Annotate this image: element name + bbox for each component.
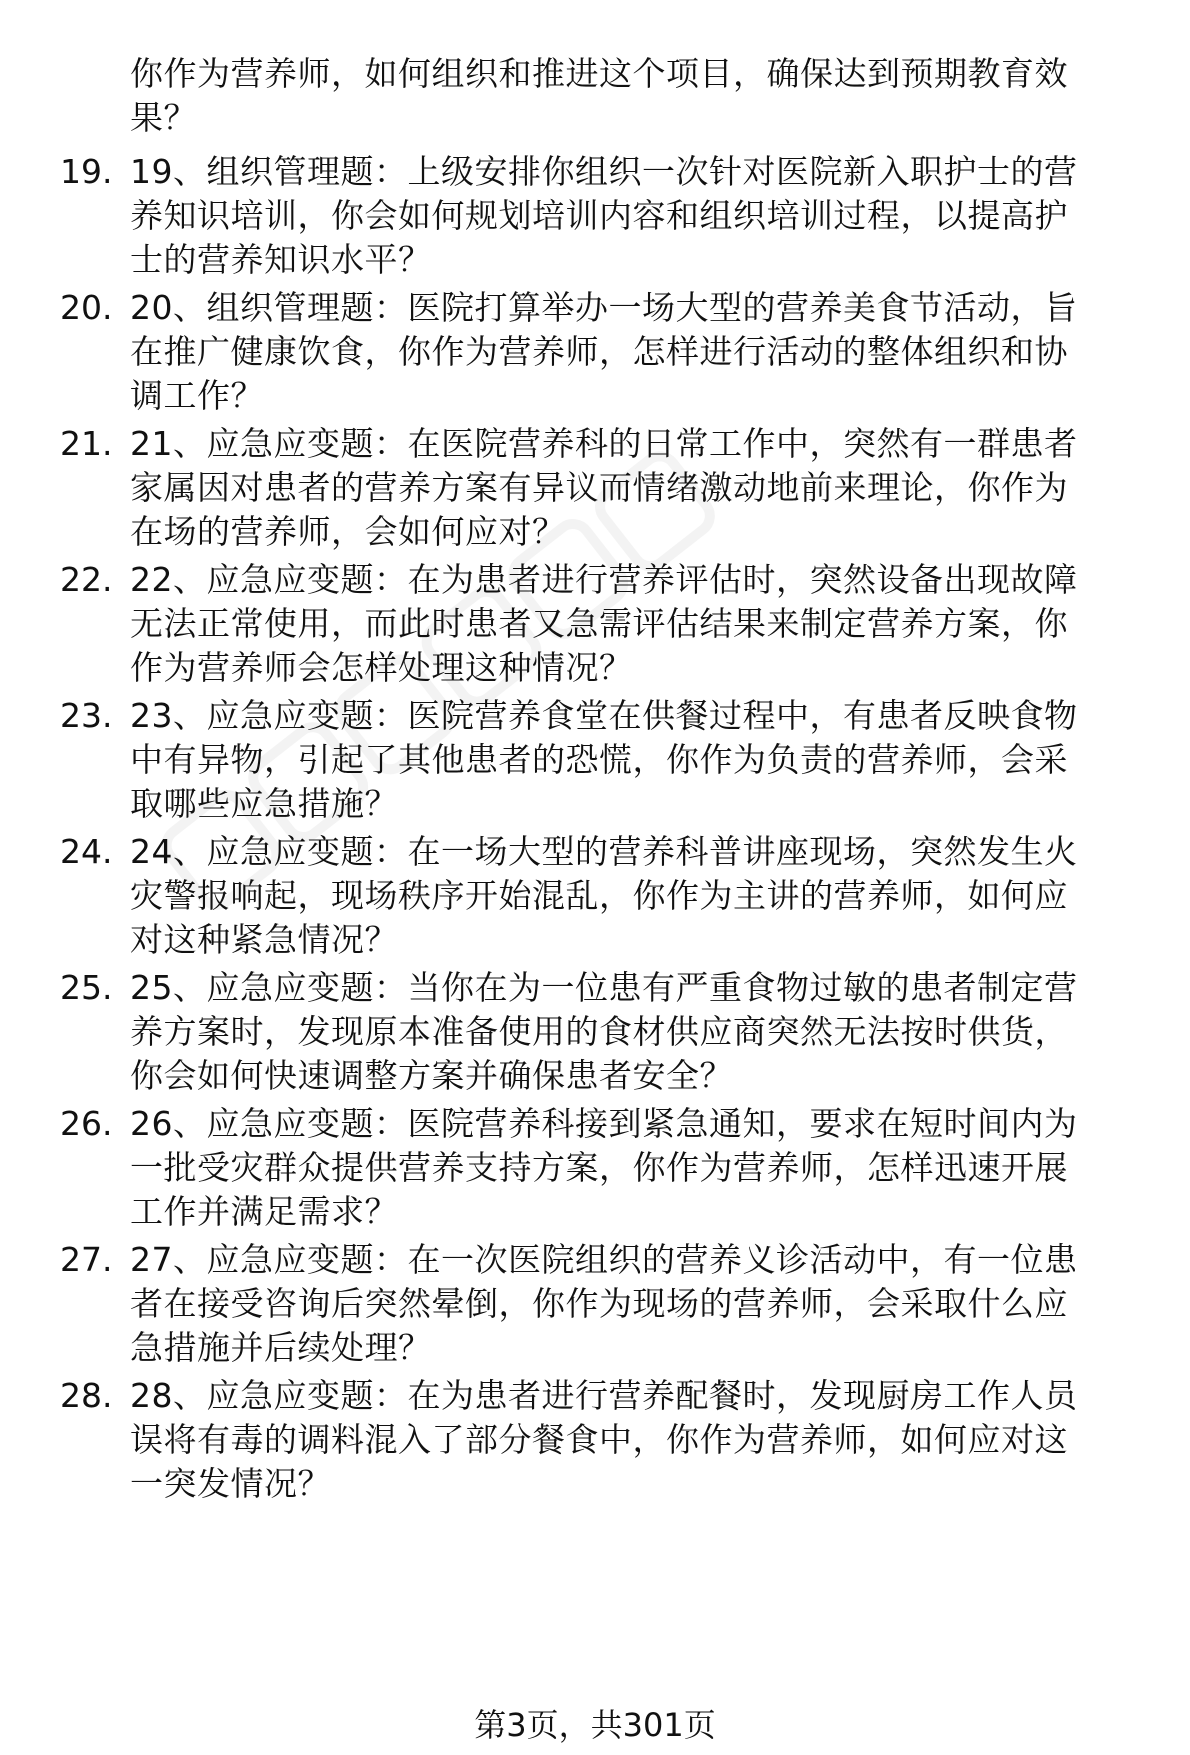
- question-text: 23、应急应变题：医院营养食堂在供餐过程中，有患者反映食物 中有异物，引起了其他患者的恐慌，你作为负责的营养师，会采 取哪些应急措施？: [130, 696, 1078, 823]
- question-item-21: [0, 422, 1190, 558]
- question-item-27: [0, 1238, 1190, 1374]
- question-item-19: [0, 150, 1190, 286]
- question-text: 27、应急应变题：在一次医院组织的营养义诊活动中，有一位患 者在接受咨询后突然晕倒，你作为现场的营养师，会采取什么应 急措施并后续处理？: [130, 1240, 1078, 1367]
- question-number: 28.: [60, 1376, 113, 1415]
- question-item-24: [0, 830, 1190, 966]
- question-number: 27.: [60, 1240, 113, 1279]
- question-text: 24、应急应变题：在一场大型的营养科普讲座现场，突然发生火 灾警报响起，现场秩序开始混乱，你作为主讲的营养师，如何应 对这种紧急情况？: [130, 832, 1078, 959]
- intro-paragraph: 你作为营养师，如何组织和推进这个项目，确保达到预期教育效 果？: [130, 54, 1068, 137]
- question-number: 21.: [60, 424, 113, 463]
- question-item-26: [0, 1102, 1190, 1238]
- question-number: 25.: [60, 968, 113, 1007]
- question-text: 19、组织管理题：上级安排你组织一次针对医院新入职护士的营 养知识培训，你会如何规划培训内容和组织培训过程，以提高护 士的营养知识水平？: [130, 152, 1078, 279]
- question-text: 28、应急应变题：在为患者进行营养配餐时，发现厨房工作人员 误将有毒的调料混入了部分餐食中，你作为营养师，如何应对这 一突发情况？: [130, 1376, 1078, 1503]
- question-item-20: [0, 286, 1190, 422]
- question-number: 22.: [60, 560, 113, 599]
- question-text: 21、应急应变题：在医院营养科的日常工作中，突然有一群患者 家属因对患者的营养方案有异议而情绪激动地前来理论，你作为 在场的营养师，会如何应对？: [130, 424, 1078, 551]
- question-number: 23.: [60, 696, 113, 735]
- question-text: 26、应急应变题：医院营养科接到紧急通知，要求在短时间内为 一批受灾群众提供营养支持方案，你作为营养师，怎样迅速开展 工作并满足需求？: [130, 1104, 1078, 1231]
- page-footer: 第3页，共301页: [474, 1706, 716, 1744]
- question-text: 22、应急应变题：在为患者进行营养评估时，突然设备出现故障 无法正常使用，而此时患者又急需评估结果来制定营养方案，你 作为营养师会怎样处理这种情况？: [130, 560, 1078, 687]
- question-text: 25、应急应变题：当你在为一位患有严重食物过敏的患者制定营 养方案时，发现原本准备使用的食材供应商突然无法按时供货， 你会如何快速调整方案并确保患者安全？: [130, 968, 1078, 1095]
- question-item-23: [0, 694, 1190, 830]
- question-number: 24.: [60, 832, 113, 871]
- question-number: 20.: [60, 288, 113, 327]
- question-number: 26.: [60, 1104, 113, 1143]
- question-text: 20、组织管理题：医院打算举办一场大型的营养美食节活动，旨 在推广健康饮食，你作为营养师，怎样进行活动的整体组织和协 调工作？: [130, 288, 1078, 415]
- question-item-28: [0, 1374, 1190, 1510]
- question-number: 19.: [60, 152, 113, 191]
- question-item-22: [0, 558, 1190, 694]
- question-item-25: [0, 966, 1190, 1102]
